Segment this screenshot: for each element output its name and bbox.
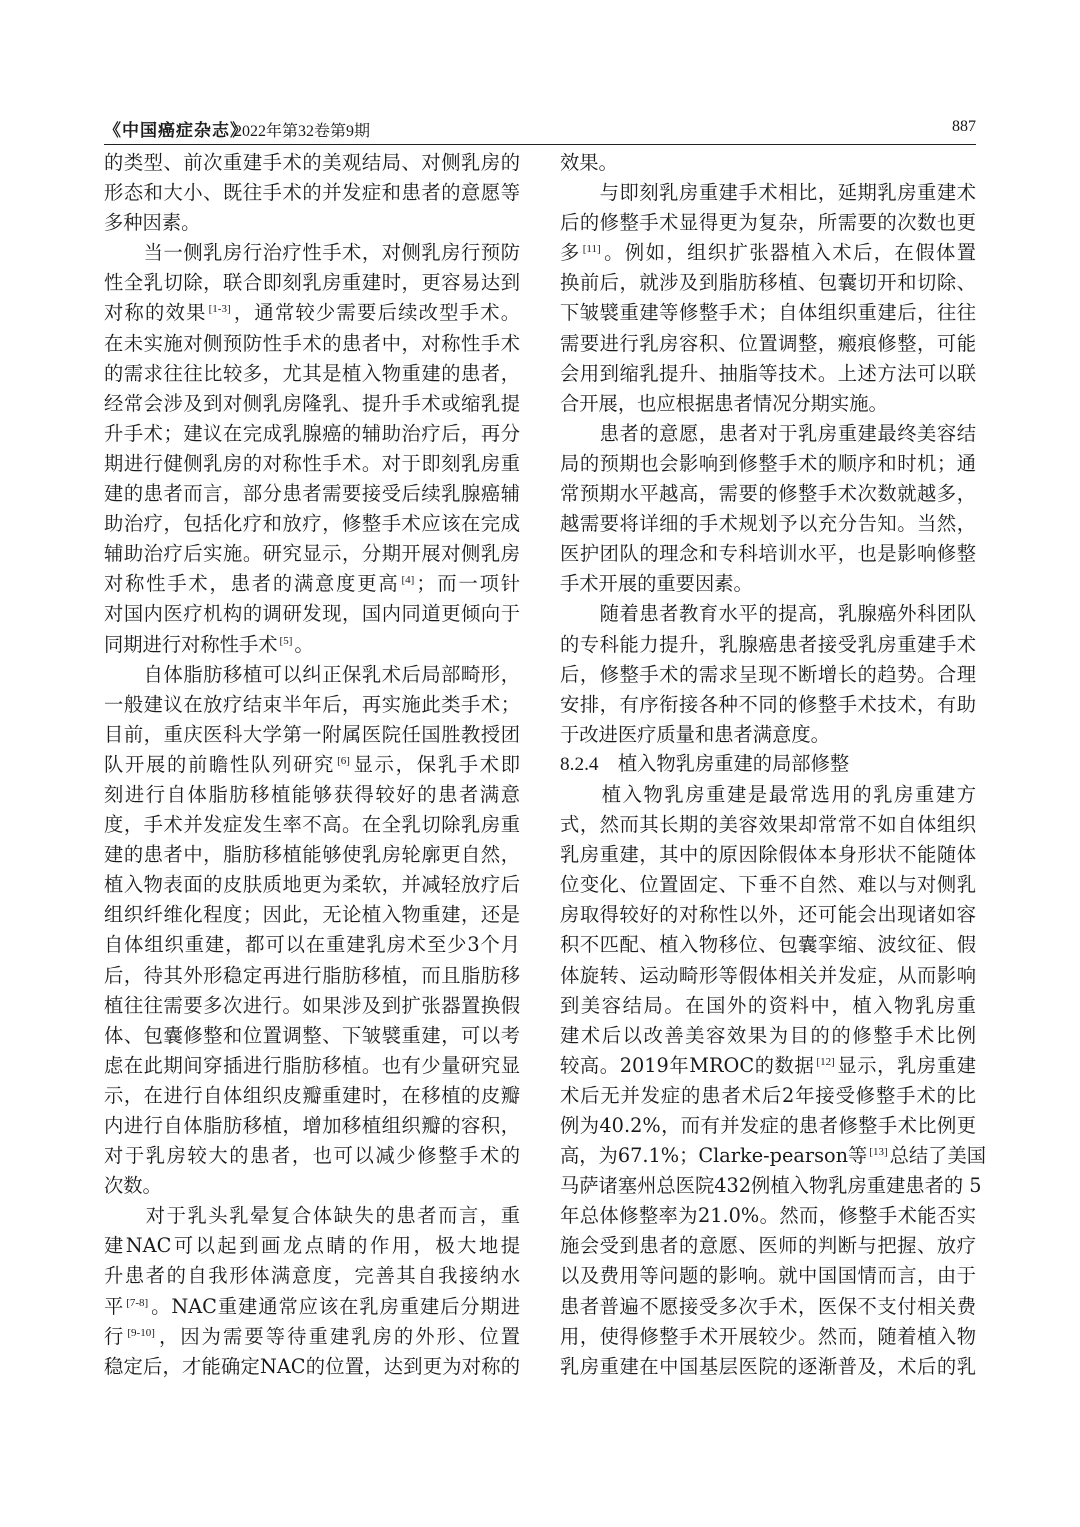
text-line <box>104 268 520 298</box>
text-segment: 乳房重建，其中的原因除假体本身形状不能随体 <box>560 843 976 867</box>
text-segment: 房取得较好的对称性以外，还可能会出现诸如容 <box>560 903 976 927</box>
text-line <box>560 178 976 208</box>
text-line <box>560 419 976 449</box>
text-segment: 稳定后，才能确定NAC的位置，达到更为对称的 <box>104 1354 520 1378</box>
text-line <box>560 479 976 509</box>
text-segment: 对于乳房较大的患者，也可以减少修整手术的 <box>104 1144 520 1168</box>
text-line <box>560 1322 976 1352</box>
text-line <box>104 840 520 870</box>
text-line <box>560 991 976 1021</box>
running-header <box>104 114 976 145</box>
text-segment: 会用到缩乳提升、抽脂等技术。上述方法可以联 <box>560 361 976 385</box>
text-segment: 植入物乳房重建是最常选用的乳房重建方 <box>560 782 976 806</box>
text-segment: 总结了美国 <box>889 1144 987 1168</box>
text-segment: 。NAC重建通常应该在乳房重建后分期进 <box>150 1294 521 1318</box>
text-segment: 在未实施对侧预防性手术的患者中，对称性手术 <box>104 331 520 355</box>
text-line <box>560 840 976 870</box>
text-segment: 后，修整手术的需求呈现不断增长的趋势。合理 <box>560 662 976 686</box>
text-segment: 内进行自体脂肪移植，增加移植组织瓣的容积， <box>104 1114 520 1137</box>
left-text-column <box>104 148 520 1382</box>
text-line <box>104 509 520 539</box>
text-segment: 显示，保乳手术即 <box>351 752 521 776</box>
text-line <box>560 900 976 930</box>
text-line <box>560 298 976 328</box>
text-segment: 经常会涉及到对侧乳房隆乳、提升手术或缩乳提 <box>104 391 520 415</box>
text-line <box>104 660 520 690</box>
text-line <box>104 750 520 780</box>
text-segment: 效果。 <box>560 151 618 174</box>
text-line <box>104 1051 520 1081</box>
text-line <box>104 389 520 419</box>
citation-reference: [5] <box>279 634 293 647</box>
text-segment: 例为40.2%，而有并发症的患者修整手术比例更 <box>560 1114 976 1137</box>
text-segment: 需要进行乳房容积、位置调整，瘢痕修整，可能 <box>560 331 976 355</box>
text-segment: 对称性手术，患者的满意度更高 <box>104 572 400 596</box>
text-line <box>104 1292 520 1322</box>
citation-reference: [12] <box>816 1055 835 1068</box>
text-line <box>560 238 976 268</box>
text-line <box>104 208 520 238</box>
citation-reference: [13] <box>869 1146 888 1159</box>
text-line <box>104 1141 520 1171</box>
text-line <box>104 930 520 960</box>
text-segment: 常预期水平越高，需要的修整手术次数就越多， <box>560 482 976 506</box>
right-text-column <box>560 148 987 1382</box>
text-line <box>104 1352 520 1382</box>
text-segment: 建的患者而言，部分患者需要接受后续乳腺癌辅 <box>104 482 520 506</box>
text-segment: 建术后以改善美容效果为目的的修整手术比例 <box>560 1023 976 1047</box>
text-segment: 示，在进行自体组织皮瓣重建时，在移植的皮瓣 <box>104 1083 520 1107</box>
text-line <box>104 1081 520 1111</box>
text-line <box>104 178 520 208</box>
text-segment: 与即刻乳房重建手术相比，延期乳房重建术 <box>560 181 976 205</box>
text-segment: 同期进行对称性手术 <box>104 632 278 656</box>
text-line <box>104 1171 520 1201</box>
text-segment: 术后无并发症的患者术后2年接受修整手术的比 <box>560 1083 976 1107</box>
text-segment: 形态和大小、既往手术的并发症和患者的意愿等 <box>104 181 520 205</box>
text-line <box>104 1111 520 1141</box>
text-line <box>560 720 976 750</box>
text-segment: ；而一项针 <box>416 572 521 596</box>
text-segment: 升患者的自我形体满意度，完善其自我接纳水 <box>104 1264 520 1288</box>
text-line <box>104 1322 520 1352</box>
text-segment: 乳房重建在中国基层医院的逐渐普及，术后的乳 <box>560 1354 976 1378</box>
text-segment: 式，然而其长期的美容效果却常常不如自体组织 <box>560 813 976 837</box>
text-segment: ，因为需要等待重建乳房的外形、位置 <box>156 1324 521 1348</box>
text-segment: 建NAC可以起到画龙点睛的作用，极大地提 <box>104 1234 520 1258</box>
text-segment: 患者的意愿，患者对于乳房重建最终美容结 <box>560 421 976 445</box>
text-line <box>560 569 976 599</box>
text-line <box>560 1171 982 1201</box>
text-line <box>104 991 520 1021</box>
text-line <box>104 449 520 479</box>
page-number: 887 <box>952 118 976 135</box>
text-segment: 目前，重庆医科大学第一附属医院任国胜教授团 <box>104 722 520 746</box>
text-segment: 刻进行自体脂肪移植能够获得较好的患者满意 <box>104 782 520 806</box>
text-line <box>560 961 976 991</box>
citation-reference: [1-3] <box>208 303 231 316</box>
text-line <box>104 238 520 268</box>
text-segment: 。 <box>294 632 314 656</box>
text-segment: 高，为67.1%；Clarke-pearson等 <box>560 1144 868 1168</box>
text-segment: 用，使得修整手术开展较少。然而，随着植入物 <box>560 1324 976 1348</box>
text-line <box>104 1021 520 1051</box>
text-line <box>104 1261 520 1291</box>
text-line <box>560 449 976 479</box>
text-line <box>104 961 520 991</box>
text-segment: 一般建议在放疗结束半年后，再实施此类手术； <box>104 692 520 716</box>
text-segment: 8.2.4 植入物乳房重建的局部修整 <box>560 753 850 775</box>
text-segment: 年总体修整率为21.0%。然而，修整手术能否实 <box>560 1204 976 1228</box>
text-segment: 多 <box>560 241 581 265</box>
text-segment: 到美容结局。在国外的资料中，植入物乳房重 <box>560 993 976 1017</box>
text-line <box>560 1141 987 1171</box>
text-line <box>104 1201 520 1231</box>
text-line <box>560 660 976 690</box>
text-line <box>560 1021 976 1051</box>
text-segment: 。例如，组织扩张器植入术后，在假体置 <box>602 241 977 265</box>
text-line <box>104 810 520 840</box>
text-line <box>104 870 520 900</box>
text-line <box>560 1292 976 1322</box>
text-line <box>560 148 976 178</box>
text-segment: 的需求往往比较多，尤其是植入物重建的患者， <box>104 361 520 385</box>
text-segment: 多种因素。 <box>104 211 201 235</box>
text-segment: 位变化、位置固定、下垂不自然、难以与对侧乳 <box>560 873 976 897</box>
text-segment: 施会受到患者的意愿、医师的判断与把握、放疗 <box>560 1234 976 1258</box>
text-segment: 合开展，也应根据患者情况分期实施。 <box>560 391 888 415</box>
journal-title: 《中国癌症杂志》 <box>104 121 248 141</box>
text-segment: 对国内医疗机构的调研发现，国内同道更倾向于 <box>104 602 520 626</box>
text-segment: 手术开展的重要因素。 <box>560 572 753 596</box>
text-segment: ，通常较少需要后续改型手术。 <box>232 301 521 325</box>
text-segment: 体旋转、运动畸形等假体相关并发症，从而影响 <box>560 963 976 987</box>
text-segment: 于改进医疗质量和患者满意度。 <box>560 722 830 746</box>
text-segment: 辅助治疗后实施。研究显示，分期开展对侧乳房 <box>104 542 520 566</box>
text-line <box>560 1261 976 1291</box>
text-segment: 助治疗，包括化疗和放疗，修整手术应该在完成 <box>104 512 520 536</box>
text-line <box>104 1231 520 1261</box>
text-line <box>104 780 520 810</box>
text-segment: 患者普遍不愿接受多次手术，医保不支付相关费 <box>560 1294 976 1318</box>
text-segment: 行 <box>104 1324 126 1348</box>
text-line <box>560 389 976 419</box>
text-line <box>104 539 520 569</box>
text-segment: 度，手术并发症发生率不高。在全乳切除乳房重 <box>104 813 520 837</box>
text-line <box>560 599 976 629</box>
text-segment: 期进行健侧乳房的对称性手术。对于即刻乳房重 <box>104 451 520 475</box>
text-segment: 的专科能力提升，乳腺癌患者接受乳房重建手术 <box>560 632 976 656</box>
text-line <box>560 780 976 810</box>
text-segment: 下皱襞重建等修整手术；自体组织重建后，往往 <box>560 301 976 325</box>
text-line <box>560 1352 976 1382</box>
section-heading <box>560 750 976 780</box>
text-segment: 升手术；建议在完成乳腺癌的辅助治疗后，再分 <box>104 421 520 445</box>
text-segment: 组织纤维化程度；因此，无论植入物重建，还是 <box>104 903 520 927</box>
text-segment: 换前后，就涉及到脂肪移植、包囊切开和切除、 <box>560 271 976 295</box>
text-segment: 的类型、前次重建手术的美观结局、对侧乳房的 <box>104 151 520 174</box>
text-segment: 安排，有序衔接各种不同的修整手术技术，有助 <box>560 692 976 716</box>
text-line <box>104 599 520 629</box>
text-line <box>560 539 976 569</box>
text-segment: 对于乳头乳晕复合体缺失的患者而言，重 <box>104 1204 520 1228</box>
text-segment: 性全乳切除，联合即刻乳房重建时，更容易达到 <box>104 271 520 295</box>
text-line <box>560 1051 976 1081</box>
text-segment: 虑在此期间穿插进行脂肪移植。也有少量研究显 <box>104 1053 520 1077</box>
text-line <box>560 208 976 238</box>
text-segment: 建的患者中，脂肪移植能够使乳房轮廓更自然， <box>104 843 520 867</box>
text-line <box>104 419 520 449</box>
text-line <box>104 630 520 660</box>
text-line <box>560 1081 976 1111</box>
text-line <box>560 810 976 840</box>
text-line <box>104 720 520 750</box>
citation-reference: [9-10] <box>127 1326 155 1339</box>
text-segment: 显示，乳房重建 <box>836 1053 977 1077</box>
text-segment: 较高。2019年MROC的数据 <box>560 1053 815 1077</box>
text-line <box>560 930 976 960</box>
text-segment: 植往往需要多次进行。如果涉及到扩张器置换假 <box>104 993 520 1017</box>
text-segment: 平 <box>104 1294 125 1318</box>
journal-issue: 2022年第32卷第9期 <box>234 123 371 140</box>
text-segment: 局的预期也会影响到修整手术的顺序和时机；通 <box>560 451 976 475</box>
text-segment: 体、包囊修整和位置调整、下皱襞重建，可以考 <box>104 1023 520 1047</box>
text-segment: 对称的效果 <box>104 301 207 325</box>
text-line <box>104 569 520 599</box>
text-line <box>560 359 976 389</box>
text-line <box>104 690 520 720</box>
text-line <box>104 359 520 389</box>
text-segment: 随着患者教育水平的提高，乳腺癌外科团队 <box>560 602 976 626</box>
text-line <box>560 1201 976 1231</box>
text-segment: 队开展的前瞻性队列研究 <box>104 752 336 776</box>
text-segment: 后，待其外形稳定再进行脂肪移植，而且脂肪移 <box>104 963 520 987</box>
text-segment: 次数。 <box>104 1174 162 1198</box>
text-line <box>104 900 520 930</box>
text-line <box>560 1111 976 1141</box>
citation-reference: [11] <box>582 243 601 256</box>
text-segment: 当一侧乳房行治疗性手术，对侧乳房行预防 <box>104 241 520 265</box>
citation-reference: [7-8] <box>126 1296 149 1309</box>
text-line <box>560 690 976 720</box>
citation-reference: [6] <box>337 754 350 767</box>
text-segment: 后的修整手术显得更为复杂，所需要的次数也更 <box>560 211 976 235</box>
text-line <box>104 479 520 509</box>
text-segment: 马萨诸塞州总医院432例植入物乳房重建患者的 5 <box>560 1174 982 1198</box>
text-line <box>560 509 976 539</box>
text-line <box>560 630 976 660</box>
text-line <box>560 268 976 298</box>
text-segment: 以及费用等问题的影响。就中国国情而言，由于 <box>560 1264 976 1288</box>
text-segment: 医护团队的理念和专科培训水平，也是影响修整 <box>560 542 976 566</box>
text-line <box>104 298 520 328</box>
text-segment: 积不匹配、植入物移位、包囊挛缩、波纹征、假 <box>560 933 976 957</box>
text-line <box>104 329 520 359</box>
text-segment: 植入物表面的皮肤质地更为柔软，并减轻放疗后 <box>104 873 520 897</box>
citation-reference: [4] <box>401 574 415 587</box>
text-line <box>560 870 976 900</box>
text-segment: 自体脂肪移植可以纠正保乳术后局部畸形， <box>104 662 520 686</box>
text-line <box>560 329 976 359</box>
text-segment: 越需要将详细的手术规划予以充分告知。当然， <box>560 512 976 536</box>
text-segment: 自体组织重建，都可以在重建乳房术至少3个月 <box>104 933 520 957</box>
text-line <box>104 148 520 178</box>
text-line <box>560 1231 976 1261</box>
